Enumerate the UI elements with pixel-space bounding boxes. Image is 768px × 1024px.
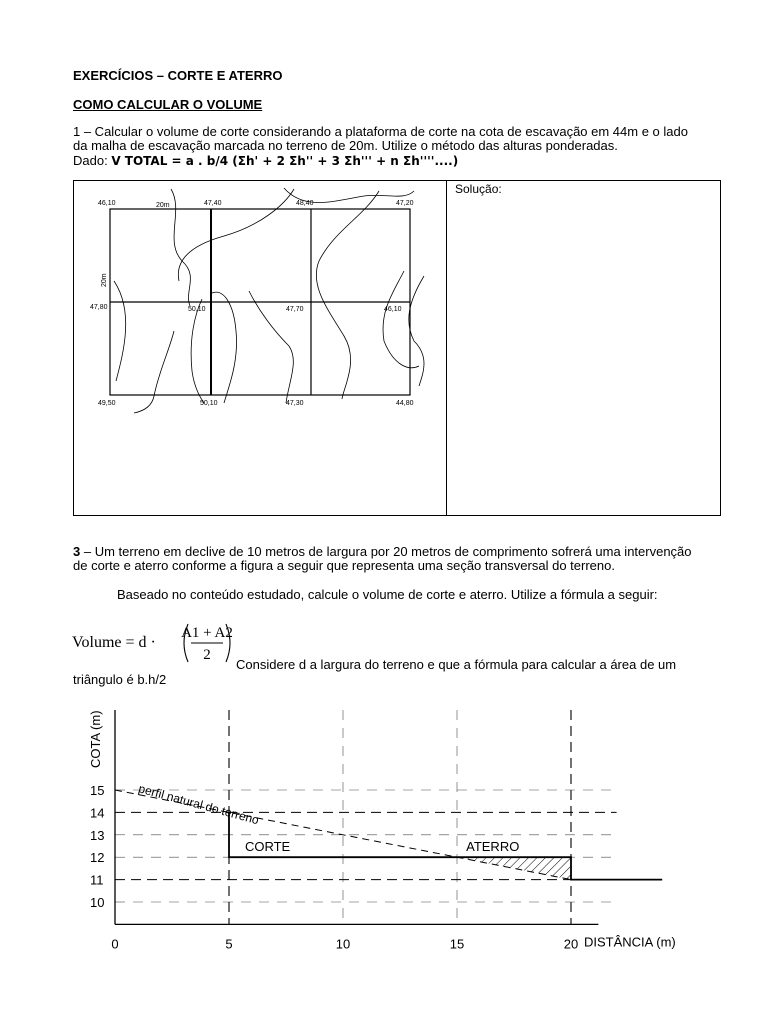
- elevation-label: 47,70: [286, 306, 304, 313]
- exercise3-line1: [73, 544, 696, 559]
- chart-grid: [115, 710, 617, 924]
- corte-annotation: CORTE: [244, 839, 291, 855]
- y-axis-title: COTA (m): [88, 710, 103, 768]
- side-label-left: 20m: [101, 273, 108, 287]
- elevation-label: 47,30: [286, 400, 304, 407]
- solution-label: Solução:: [455, 182, 502, 196]
- x-tick-label: 10: [335, 936, 351, 952]
- elevation-label: 49,50: [98, 400, 116, 407]
- elevation-label: 48,40: [296, 200, 314, 207]
- y-tick-label: 13: [90, 827, 105, 843]
- page-title: EXERCÍCIOS – CORTE E ATERRO: [73, 68, 283, 83]
- chart-axes: [115, 710, 598, 924]
- volume-formula: [70, 618, 240, 668]
- aterro-annotation: ATERRO: [466, 839, 520, 855]
- exercise3-line3: Baseado no conteúdo estudado, calcule o volume de corte e aterro. Utilize a fórmula a seguir:: [117, 587, 658, 602]
- y-tick-label: 12: [90, 850, 105, 866]
- contour-line: [134, 331, 174, 413]
- side-label-top: 20m: [156, 202, 170, 209]
- contour-line: [114, 281, 126, 381]
- contour-line: [409, 276, 424, 386]
- exercise1-line1: 1 – Calcular o volume de corte considerando a plataforma de corte na cota de escavação em 44m e o lado: [73, 124, 688, 139]
- elevation-label: 50,10: [188, 306, 206, 313]
- x-tick-label: 5: [225, 936, 233, 952]
- elevation-label: 46,10: [384, 306, 402, 313]
- natural-profile-annotation: perfil natural do terreno: [137, 781, 261, 828]
- platform-profile-line: [229, 812, 662, 879]
- y-tick-label: 10: [90, 895, 105, 910]
- contour-line: [316, 191, 379, 399]
- exercise1-box: [73, 180, 721, 516]
- elevation-label: 47,20: [396, 200, 414, 207]
- cross-section-chart: [0, 690, 768, 960]
- dado-prefix: Dado:: [73, 153, 112, 168]
- contour-line: [383, 271, 419, 368]
- exercise3-number: 3: [73, 544, 81, 559]
- y-tick-label: 15: [90, 783, 105, 798]
- x-tick-label: 0: [111, 936, 119, 952]
- elevation-label: 44,80: [396, 400, 414, 407]
- contour-line: [210, 292, 237, 403]
- exercise3-line2: de corte e aterro conforme a figura a seguir que representa uma seção transversal do terreno.: [73, 558, 615, 573]
- exercise1-line2: da malha de escavação marcada no terreno de 20m. Utilize o método das alturas ponderadas.: [73, 138, 618, 153]
- contour-line: [178, 189, 294, 281]
- elevation-label: 50,10: [200, 400, 218, 407]
- exercise3-line1-text: – Um terreno em declive de 10 metros de largura por 20 metros de comprimento sofrerá uma intervenção: [80, 544, 692, 559]
- contour-grid-figure: [74, 181, 446, 515]
- y-tick-label: 14: [90, 805, 105, 821]
- formula-numerator: A1 + A2: [181, 625, 233, 641]
- elevation-label: 46,10: [98, 200, 116, 207]
- formula-denominator: 2: [203, 647, 211, 663]
- elevation-label: 47,40: [204, 200, 222, 207]
- contour-line: [171, 189, 190, 306]
- x-tick-label: 15: [449, 936, 465, 952]
- dado-formula: V TOTAL = a . b/4 (Σh' + 2 Σh'' + 3 Σh''' + n Σh''''....): [111, 154, 459, 168]
- y-tick-label: 11: [90, 872, 104, 888]
- formula-lhs: Volume = d ·: [72, 634, 156, 651]
- elevation-label: 47,80: [90, 304, 108, 311]
- chart-labels: [88, 710, 676, 951]
- contour-line: [191, 299, 204, 403]
- consider-text2: triângulo é b.h/2: [73, 672, 167, 687]
- box-divider: [446, 181, 447, 515]
- x-axis-title: DISTÂNCIA (m): [584, 934, 676, 950]
- section-subtitle: COMO CALCULAR O VOLUME: [73, 97, 263, 112]
- exercise1-dado: [73, 153, 458, 169]
- x-tick-label: 20: [563, 936, 579, 952]
- consider-text: Considere d a largura do terreno e que a fórmula para calcular a área de um: [236, 657, 677, 672]
